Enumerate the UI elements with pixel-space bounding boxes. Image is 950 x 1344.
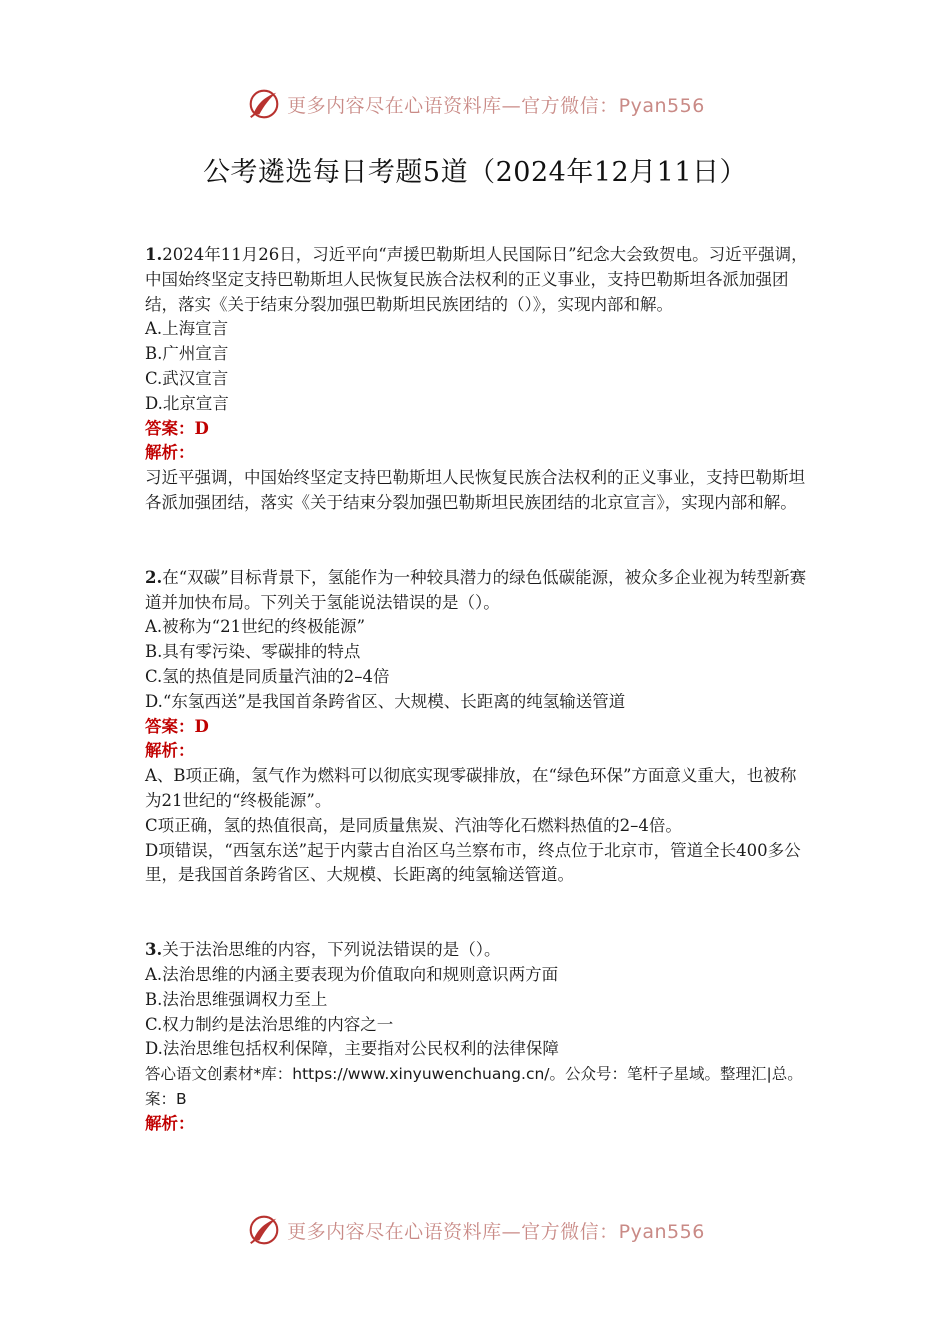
question-1-option-b: B.广州宣言 — [145, 344, 229, 364]
question-2-analysis-d: D项错误，“西氢东送”起于内蒙古自治区乌兰察布市，终点位于北京市，管道全长400多公里，是我国首条跨省区、大规模、长距离的纯氢输送管道。 — [145, 840, 801, 885]
logo-icon — [245, 85, 283, 123]
question-3-analysis-label: 解析： — [145, 1113, 195, 1133]
question-1-analysis: 习近平强调，中国始终坚定支持巴勒斯坦人民恢复民族合法权利的正义事业，支持巴勒斯坦各派加强团结，落实《关于结束分裂加强巴勒斯坦民族团结的北京宣言》，实现内部和解。 — [145, 468, 805, 512]
question-3-option-a: A.法治思维的内涵主要表现为价值取向和规则意识两方面 — [145, 964, 559, 984]
page-title: 公考遴选每日考题5道（2024年12月11日） — [202, 157, 748, 188]
header-banner — [0, 84, 950, 124]
logo-icon — [245, 1211, 283, 1249]
question-3-option-d: D.法治思维包括权利保障，主要指对公民权利的法律保障 — [145, 1039, 559, 1059]
banner-text: 更多内容尽在心语资料库—官方微信：Pyan556 — [287, 94, 705, 117]
question-3-stem: 3.关于法治思维的内容，下列说法错误的是（）。 — [145, 940, 501, 960]
question-1-analysis-label: 解析： — [145, 443, 195, 463]
question-2-answer: 答案：D — [145, 716, 209, 736]
question-3-option-c: C.权力制约是法治思维的内容之一 — [145, 1014, 394, 1034]
question-2-analysis-c: C项正确，氢的热值很高，是同质量焦炭、汽油等化石燃料热值的2–4倍。 — [145, 815, 682, 835]
document-body — [145, 243, 810, 1137]
question-2-option-b: B.具有零污染、零碳排的特点 — [145, 642, 361, 662]
question-3-option-b: B.法治思维强调权力至上 — [145, 989, 328, 1009]
question-3-answer-note: 答心语文创素材*库：https://www.xinyuwenchuang.cn/。公众号：笔杆子星域。整理汇|总。案：B — [145, 1065, 803, 1108]
question-1-option-c: C.武汉宣言 — [145, 368, 229, 388]
question-1-stem: 1.2024年11月26日，习近平向“声援巴勒斯坦人民国际日”纪念大会致贺电。习近平强调，中国始终坚定支持巴勒斯坦人民恢复民族合法权利的正义事业，支持巴勒斯坦各派加强团结，落实《关于结束分裂加强巴勒斯坦民族团结的（）》，实现内部和解。 — [145, 245, 808, 314]
question-2-analysis-ab: A、B项正确，氢气作为燃料可以彻底实现零碳排放，在“绿色环保”方面意义重大，也被称为21世纪的“终极能源”。 — [145, 766, 797, 810]
footer-banner — [0, 1210, 950, 1250]
question-2-analysis-label: 解析： — [145, 741, 195, 761]
question-2-stem: 2.在“双碳”目标背景下，氢能作为一种较具潜力的绿色低碳能源，被众多企业视为转型新赛道并加快布局。下列关于氢能说法错误的是（）。 — [145, 567, 807, 612]
question-1-answer: 答案：D — [145, 418, 209, 438]
question-1-option-a: A.上海宣言 — [145, 319, 229, 339]
question-2-option-a: A.被称为“21世纪的终极能源” — [145, 617, 366, 637]
banner-text: 更多内容尽在心语资料库—官方微信：Pyan556 — [287, 1220, 705, 1243]
question-2-option-c: C.氢的热值是同质量汽油的2–4倍 — [145, 666, 390, 686]
question-1-option-d: D.北京宣言 — [145, 393, 229, 413]
question-2-option-d: D.“东氢西送”是我国首条跨省区、大规模、长距离的纯氢输送管道 — [145, 691, 626, 711]
